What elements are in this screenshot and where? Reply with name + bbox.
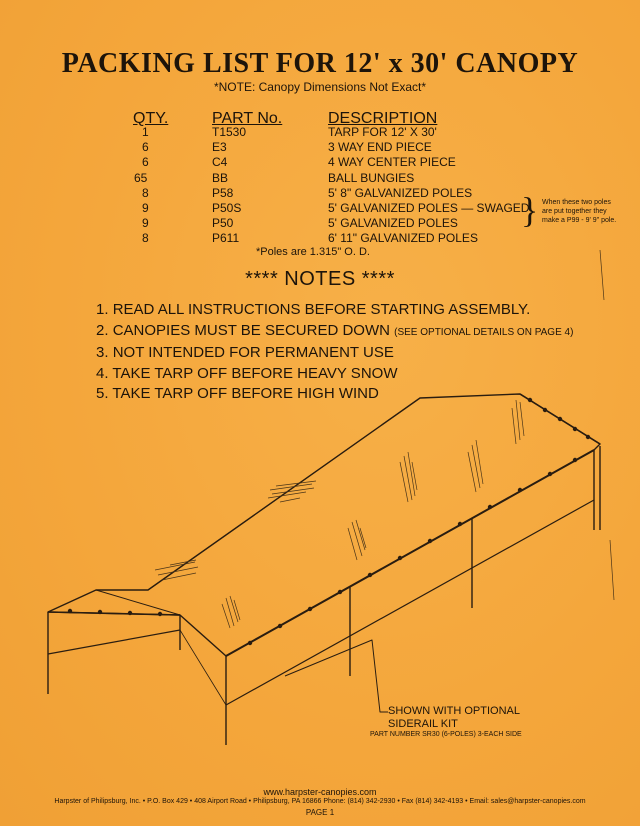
description-cell: 5' 8" GALVANIZED POLES (328, 185, 473, 200)
brace-icon: } (521, 190, 539, 230)
qty-cell: 8 (142, 185, 149, 200)
note-item: 5. TAKE TARP OFF BEFORE HIGH WIND (96, 385, 379, 402)
part-cell: P58 (212, 185, 234, 200)
part-cell: BB (212, 170, 229, 185)
part-cell: P50 (212, 216, 234, 231)
siderail-callout (388, 705, 520, 731)
qty-cell: 1 (142, 125, 149, 139)
siderail-part-number: PART NUMBER SR30 (6-POLES) 3-EACH SIDE (370, 731, 522, 738)
note-item: 1. READ ALL INSTRUCTIONS BEFORE STARTING ASSEMBLY. (96, 301, 531, 318)
footer-address: Harpster of Philipsburg, Inc. • P.O. Box 429 • 408 Airport Road • Philipsburg, PA 16866 Phone: (814) 342-2930 • Fax (814) 342-4193 • Email: sales@harpster-canopies.com (54, 798, 586, 805)
description-cell: 6' 11" GALVANIZED POLES (328, 231, 478, 246)
page-title: PACKING LIST FOR 12' x 30' CANOPY (61, 48, 579, 79)
description-cell: 4 WAY CENTER PIECE (328, 155, 456, 170)
description-header: DESCRIPTION (328, 110, 438, 127)
description-cell: BALL BUNGIES (328, 170, 415, 185)
part-cell: P50S (212, 201, 242, 215)
description-cell: TARP FOR 12' X 30' (328, 125, 437, 139)
qty-cell: 65 (134, 170, 148, 185)
description-cell: 5' GALVANIZED POLES — SWAGED (328, 201, 530, 215)
description-cell: 5' GALVANIZED POLES (328, 216, 458, 231)
qty-cell: 8 (142, 231, 149, 246)
qty-cell: 6 (142, 155, 149, 170)
part-cell: T1530 (212, 125, 247, 139)
notes-heading: **** NOTES **** (245, 268, 395, 290)
qty-header: QTY. (133, 110, 169, 127)
part-cell: E3 (212, 140, 227, 155)
note-item: 2. CANOPIES MUST BE SECURED DOWN (SEE OPTIONAL DETAILS ON PAGE 4) (96, 321, 574, 339)
side-note-line: When these two poles (542, 199, 611, 206)
qty-cell: 9 (142, 201, 149, 215)
page-number: PAGE 1 (305, 808, 335, 817)
dimensions-note: *NOTE: Canopy Dimensions Not Exact* (213, 80, 427, 94)
description-cell: 3 WAY END PIECE (328, 140, 432, 155)
side-note-line: make a P99 - 9' 9" pole. (542, 217, 617, 224)
qty-cell: 6 (142, 140, 149, 155)
side-note-line: are put together they (542, 208, 607, 215)
part-cell: P611 (212, 231, 240, 246)
callout-line: SHOWN WITH OPTIONAL (388, 705, 520, 717)
note-item: 4. TAKE TARP OFF BEFORE HEAVY SNOW (96, 364, 398, 382)
qty-cell: 9 (142, 216, 149, 231)
part-header: PART No. (212, 110, 283, 127)
note-item: 3. NOT INTENDED FOR PERMANENT USE (96, 344, 394, 361)
footer-website[interactable]: www.harpster-canopies.com (263, 787, 377, 797)
part-cell: C4 (212, 155, 228, 170)
callout-line: SIDERAIL KIT (388, 718, 458, 730)
poles-diameter-note: *Poles are 1.315" O. D. (256, 246, 370, 258)
